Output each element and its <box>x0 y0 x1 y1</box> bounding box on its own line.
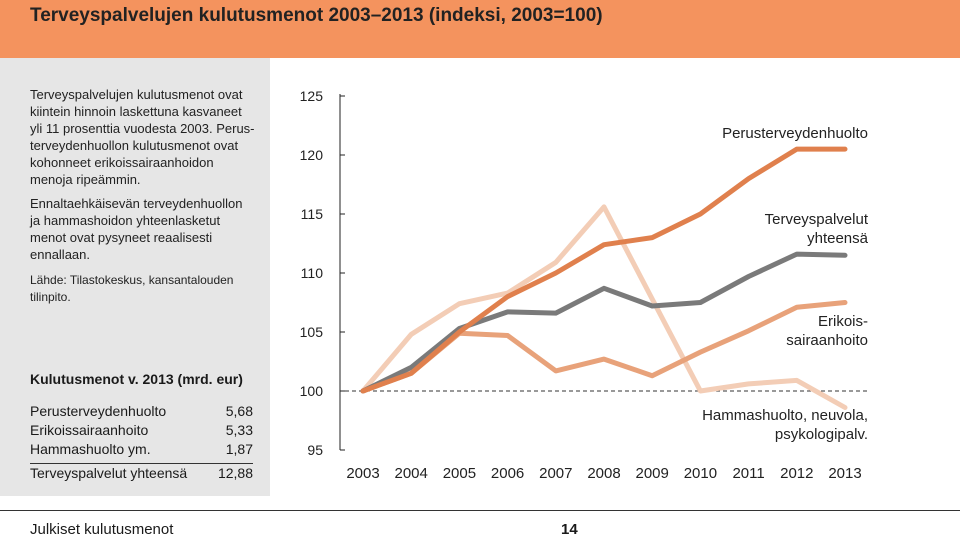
text-line: yli 11 prosenttia vuodesta 2003. Perus- <box>30 121 255 136</box>
text-line: menoja ripeämmin. <box>30 172 141 187</box>
series-label: Hammashuolto, neuvola, <box>702 407 868 424</box>
text-line: Lähde: Tilastokeskus, kansantalouden <box>30 273 234 287</box>
summary-row-label: Erikoissairaanhoito <box>30 422 149 438</box>
y-tick-label: 115 <box>300 206 323 222</box>
text-line: Terveyspalvelujen kulutusmenot ovat <box>30 87 243 102</box>
series-line-4 <box>363 207 845 408</box>
summary-row-value: 1,87 <box>225 441 253 457</box>
series-label: Erikois- <box>817 313 868 330</box>
series-label: Terveyspalvelut <box>764 211 868 228</box>
text-line: kiintein hinnoin laskettuna kasvaneet <box>30 104 242 119</box>
series-label: Perusterveydenhuolto <box>722 125 868 142</box>
text-line: tilinpito. <box>30 290 71 304</box>
summary-row-value: 5,68 <box>225 403 253 419</box>
x-tick-label: 2003 <box>346 465 380 482</box>
text-line: ennallaan. <box>30 247 90 262</box>
x-tick-label: 2010 <box>683 465 718 482</box>
series-label: yhteensä <box>807 230 868 247</box>
series-label: psykologipalv. <box>774 426 868 443</box>
series-label: sairaanhoito <box>786 332 868 349</box>
text-line: ja hammashoidon yhteenlasketut <box>30 213 221 228</box>
series-line-2 <box>363 254 845 391</box>
text-line: kohonneet erikoissairaanhoidon <box>30 155 214 170</box>
x-tick-label: 2005 <box>442 465 477 482</box>
page-title: Terveyspalvelujen kulutusmenot 2003–2013 (indeksi, 2003=100) <box>30 5 603 26</box>
x-tick-label: 2011 <box>732 465 765 482</box>
summary-row-value: 5,33 <box>225 422 253 438</box>
x-tick-label: 2008 <box>587 465 621 482</box>
y-tick-label: 100 <box>299 383 323 399</box>
footer-section-title: Julkiset kulutusmenot <box>30 521 174 538</box>
y-tick-label: 110 <box>300 265 323 281</box>
x-tick-label: 2013 <box>828 465 862 482</box>
text-line: terveydenhuollon kulutusmenot ovat <box>30 138 239 153</box>
summary-total-value: 12,88 <box>217 465 253 481</box>
x-tick-label: 2012 <box>780 465 814 482</box>
page-number: 14 <box>561 521 578 538</box>
summary-row-label: Perusterveydenhuolto <box>30 403 167 419</box>
summary-row-label: Hammashuolto ym. <box>30 441 151 457</box>
x-tick-label: 2006 <box>490 465 525 482</box>
y-tick-label: 95 <box>307 442 323 458</box>
summary-title: Kulutusmenot v. 2013 (mrd. eur) <box>30 371 243 387</box>
x-tick-label: 2004 <box>394 465 428 482</box>
text-line: menot ovat pysyneet reaalisesti <box>30 230 213 245</box>
x-tick-label: 2009 <box>635 465 669 482</box>
summary-total-label: Terveyspalvelut yhteensä <box>30 465 188 481</box>
text-line: Ennaltaehkäisevän terveydenhuollon <box>30 196 243 211</box>
series-line-1 <box>363 149 845 391</box>
y-tick-label: 105 <box>299 324 323 340</box>
y-tick-label: 120 <box>299 147 323 163</box>
y-tick-label: 125 <box>299 88 323 104</box>
x-tick-label: 2007 <box>539 465 573 482</box>
footer-divider <box>0 510 960 511</box>
